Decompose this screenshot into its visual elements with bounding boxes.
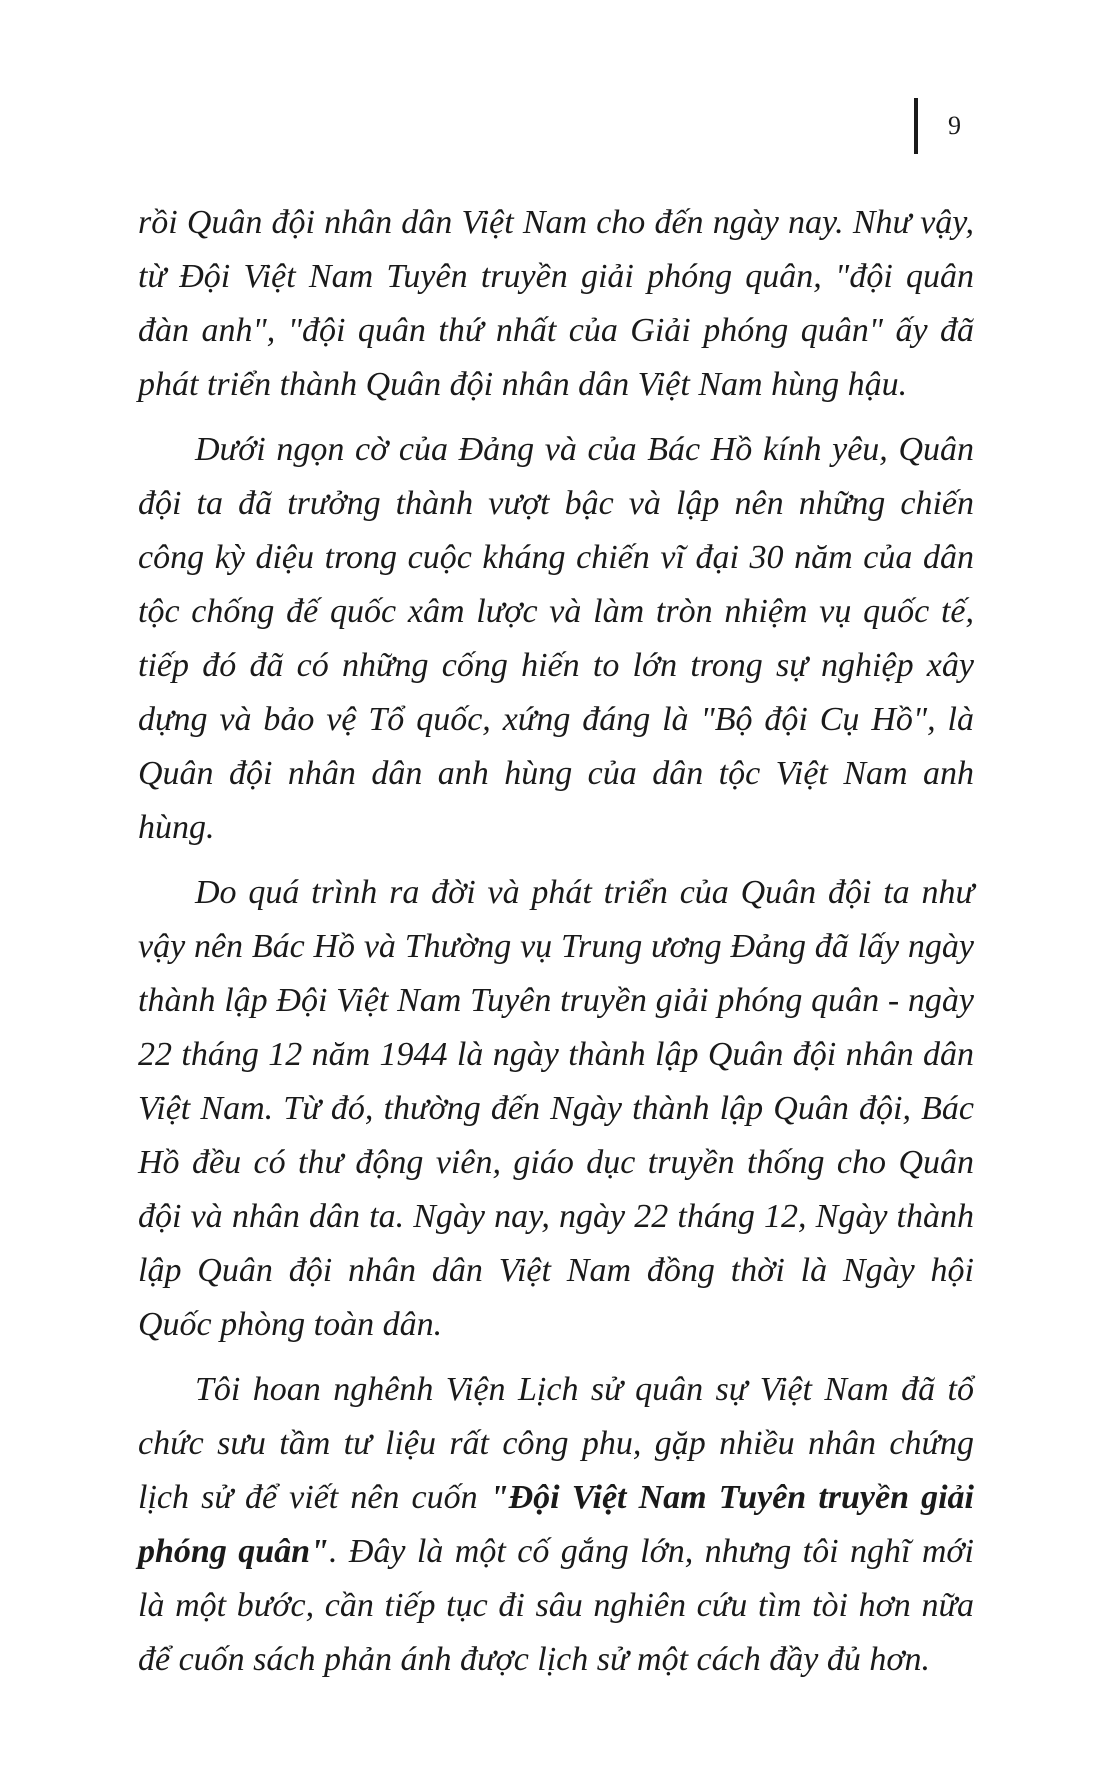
header-rule <box>914 98 918 154</box>
body-text <box>138 196 974 1698</box>
paragraph-4-rest: . Đây là một cố gắng lớn, nhưng tôi nghĩ mới là một bước, cần tiếp tục đi sâu nghiên cứu tìm tòi hơn nữa để cuốn sách phản ánh được lịch sử một cách đầy đủ hơn. <box>138 1533 974 1678</box>
page-number: 9 <box>948 111 961 140</box>
book-title: "Đội Việt Nam Tuyên truyền giải phóng quân" <box>138 1479 974 1570</box>
paragraph-3: Do quá trình ra đời và phát triển của Quân đội ta như vậy nên Bác Hồ và Thường vụ Trung ương Đảng đã lấy ngày thành lập Đội Việt Nam Tuyên truyền giải phóng quân - ngày 22 tháng 12 năm 1944 là ngày thành lập Quân đội nhân dân Việt Nam. Từ đó, thường đến Ngày thành lập Quân đội, Bác Hồ đều có thư động viên, giáo dục truyền thống cho Quân đội và nhân dân ta. Ngày nay, ngày 22 tháng 12, Ngày thành lập Quân đội nhân dân Việt Nam đồng thời là Ngày hội Quốc phòng toàn dân. <box>138 874 974 1343</box>
paragraph-4 <box>138 1363 974 1687</box>
paragraph-1: rồi Quân đội nhân dân Việt Nam cho đến ngày nay. Như vậy, từ Đội Việt Nam Tuyên truyền giải phóng quân, "đội quân đàn anh", "đội quân thứ nhất của Giải phóng quân" ấy đã phát triển thành Quân đội nhân dân Việt Nam hùng hậu. <box>138 204 974 403</box>
paragraph-4-intro: Tôi hoan nghênh Viện Lịch sử quân sự Việt Nam đã tổ chức sưu tầm tư liệu rất công phu, gặp nhiều nhân chứng lịch sử để viết nên cuốn <box>138 1371 974 1516</box>
page-header <box>914 98 961 154</box>
paragraph-2: Dưới ngọn cờ của Đảng và của Bác Hồ kính yêu, Quân đội ta đã trưởng thành vượt bậc và lập nên những chiến công kỳ diệu trong cuộc kháng chiến vĩ đại 30 năm của dân tộc chống đế quốc xâm lược và làm tròn nhiệm vụ quốc tế, tiếp đó đã có những cống hiến to lớn trong sự nghiệp xây dựng và bảo vệ Tổ quốc, xứng đáng là "Bộ đội Cụ Hồ", là Quân đội nhân dân anh hùng của dân tộc Việt Nam anh hùng. <box>138 431 974 846</box>
